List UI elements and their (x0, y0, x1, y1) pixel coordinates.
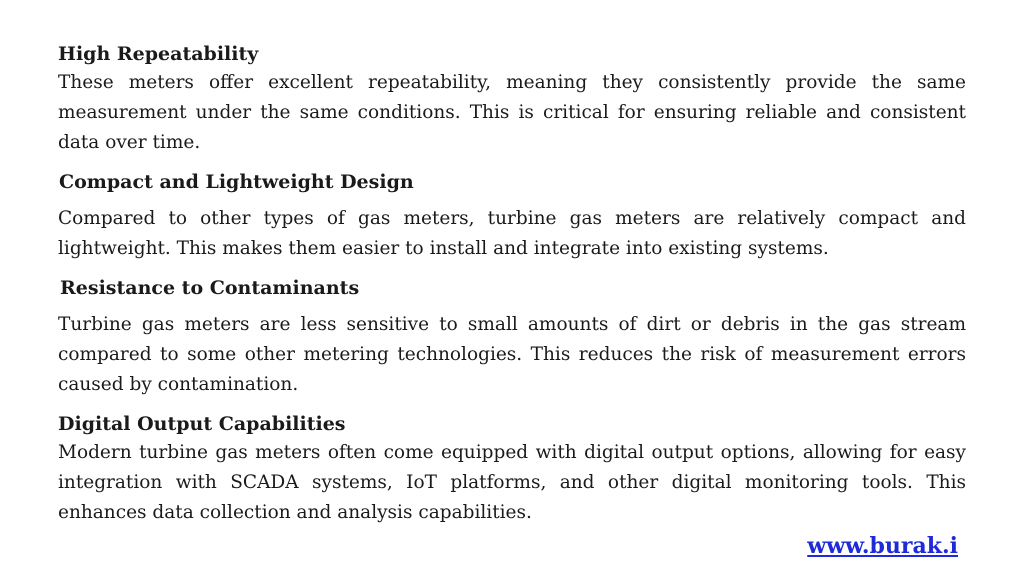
section-digital-output (58, 410, 966, 528)
section-heading: Digital Output Capabilities (58, 413, 346, 435)
document-body (58, 40, 966, 528)
section-paragraph: Compared to other types of gas meters, turbine gas meters are relatively compact and lightweight. This makes them easier to install and integrate into existing systems. (58, 208, 966, 259)
section-heading: Compact and Lightweight Design (59, 171, 414, 193)
section-paragraph: Modern turbine gas meters often come equipped with digital output options, allowing for easy integration with SCADA systems, IoT platforms, and other digital monitoring tools. This enhances data collection and analysis capabilities. (58, 442, 966, 523)
website-link[interactable]: www.burak.i (807, 533, 958, 559)
section-resistance-contaminants (58, 274, 966, 400)
section-paragraph: These meters offer excellent repeatability, meaning they consistently provide the same measurement under the same conditions. This is critical for ensuring reliable and consistent data over time. (58, 72, 966, 153)
section-heading: Resistance to Contaminants (60, 277, 360, 299)
section-heading: High Repeatability (58, 43, 259, 65)
section-paragraph: Turbine gas meters are less sensitive to small amounts of dirt or debris in the gas stream compared to some other metering technologies. This reduces the risk of measurement errors caused by contamination. (58, 314, 966, 395)
section-high-repeatability (58, 40, 966, 158)
section-compact-design (58, 168, 966, 264)
